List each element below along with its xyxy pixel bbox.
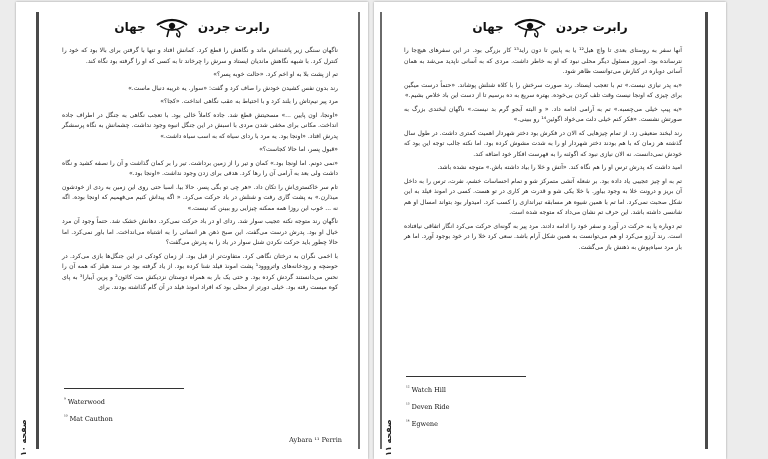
- page-header: [374, 16, 726, 42]
- document-page-right: [374, 2, 726, 459]
- footnote-number: ¹²: [406, 386, 410, 391]
- header-subtitle: جهان: [114, 20, 146, 34]
- paragraph: تام سر خاکستری‌اش را تکان داد. «هر چی تو بگی پسر. حالا بیا. اسبا حتی روی این زمین به ردی از خودشون میذارن.» به پشت گاری رفت و شنلش در باد حرکت می‌کرد. « اگه پیداش کنیم می‌فهمیم که اونجا بوده. اگه نه ... خوب این روزا همه ممکنه چیزایی رو ببینن که نیست.»: [62, 183, 338, 212]
- paragraph: رند لبخند ضعیفی زد. از تمام چیزهایی که الان در فکرش بود دختر شهردار اهمیت کمتری داشت. در طول سال گذشته هر زمان که با هم بودند دختر شهردار او را به شدت مشوش کرده بود. اما نکته جالب توجه این بود که خودش نمی‌دانست. نه الان نیازی نبود که اگوئنه را به فهرست افکار خود اضافه کند.: [404, 129, 682, 158]
- footnote-number: ¹³: [406, 403, 410, 409]
- footnote-text: Watch Hill: [411, 386, 447, 395]
- header-title: رابرت جردن: [555, 20, 628, 34]
- paragraph: تم از پشت بلا به او اخم کرد. «حالت خوبه پسر؟»: [213, 71, 338, 78]
- paragraph: مرد پیر نیم‌تاش را بلند کرد و با احتیاط به عقب نگاهی انداخت. «کجا؟»: [160, 98, 338, 105]
- footnote-text: Deven Ride: [411, 403, 450, 412]
- footnote: [64, 415, 338, 423]
- footnote-credit: Aybara ¹¹ Perrin: [289, 436, 342, 444]
- document-page-left: [16, 2, 368, 459]
- page-border-rule: [358, 12, 360, 449]
- eye-of-ra-logo-icon: [513, 16, 547, 38]
- paragraph: «قبول پسر، اما حالا کجاست؟»: [259, 146, 338, 153]
- page-border-rule: [36, 12, 39, 449]
- footnote-text: Mat Cauthon: [69, 415, 113, 424]
- page-number: صفحه ۱۰: [19, 419, 28, 456]
- footnote: [64, 398, 338, 406]
- paragraph: ناگهان سنگی زیر پاشنه‌اش ماند و نگاهش را قطع کرد. کمانش افتاد و تنها با گرفتن برای بالا بود که خود را کنترل کرد. با شبهه نگاهش ماندیان ایستاد و سرش را چرخاند تا به کسی که او را گرفته بود نگاه کند.: [62, 47, 338, 65]
- page-border-rule: [380, 12, 382, 449]
- footnote-text: Waterwood: [67, 398, 105, 407]
- paragraph: «نمی دونم. اما اونجا بود.» کمان و تیر را از زمین برداشت. تیر را بر کمان گذاشت و آن را نصفه کشید و نگاه داشت ولی بعد به آرامی آن را رها کرد. هدفی برای زدن وجود نداشت. «اونجا بود.»: [62, 159, 338, 177]
- header-title: رابرت جردن: [197, 20, 270, 34]
- footnote: [406, 386, 680, 394]
- footnotes: [406, 376, 680, 437]
- paragraph: ناگهان رند متوجه نکته عجیب سوار شد. ردای او در باد حرکت نمی‌کرد. دهانش خشک شد. حتماً وجود آن مرد خیال او بود. پدرش درست می‌گفت. این صبح ذهن هر انسانی را به اشتباه می‌انداخت. اما باور نمی‌کرد. اما حالا چطور باید حرکت نکردن شنل سوار در باد را به پدرش می‌گفت؟: [62, 218, 338, 246]
- paragraph: «اونجا، اون پایین ...» مسحیتش قطع شد. جاده کاملاً خالی بود. با تعجب نگاهی به جنگل در اطراف جاده انداخت. مکانی برای مخفی شدن مردی با اسبش در این جنگل انبوه وجود نداشت. چشمانش به نگاه پرسشگر پدرش افتاد. «اونجا بود. یه مرد با ردای سیاه که به اسب سیاه داشت.»: [62, 111, 338, 140]
- page-number: صفحه ۱۱: [384, 419, 393, 456]
- paragraph: تم به او چیز عجیبی یاد داده بود. بر شعله آتشی متمرکز شو و تمام احساسات خشم، نفرت، ترس را به داخل آن بریز و درونت خلا به وجود بیاور. با خلا یکی شو و قدرت هر کاری در تو هست. کسی در امونذ فیلد به این شکل صحبت نمی‌کرد. اما تم با همین شیوه هر مسابقه تیراندازی را کسب کرد. امیدوار بود بتواند امسال او هم شانسی داشته باشد. این حرف تم نشان می‌داد که متوجه شده است.: [404, 177, 682, 216]
- footnote: [406, 420, 680, 428]
- paragraph: تم دوباره پا به حرکت در آورد و سفر خود را ادامه دادند. مرد پیر به گونه‌ای حرکت می‌کرد انگار اتفاقی نیافتاده است. رند آرزو می‌کرد او هم می‌توانست به همین شکل آرام باشد. سعی کرد خلا را در خود بوجود آورد. اما هر بار مرد سیاه‌پوش به ذهنش باز می‌گشت.: [404, 222, 682, 251]
- footnote-text: Egwene: [411, 420, 438, 429]
- paragraph: «به پدر نیازی نیست.» تم با تعجب ایستاد. رند صورت سرخش را با کلاه شنلش پوشاند. «حتماً درست میگین برای چیزی که اونجا نیست وقت تلف کردن بی‌خوده. بهتره سریع به ده برسیم تا از دست این باد خلاص بشیم.»: [404, 81, 682, 99]
- footnote-divider: [64, 388, 184, 389]
- paragraph: امید داشت که پدرش ترس او را هم نگاه کند. «آتش و خلا را بیاد داشته باش.» متوجه نشده باشد.: [437, 164, 682, 171]
- footnote-number: ⁹: [64, 398, 66, 403]
- paragraph: رند بدون نفس کشیدن خودش را صاف کرد و گفت: «سوار. یه غریبه دنبال ماست.»: [128, 84, 338, 92]
- page-border-rule: [705, 12, 708, 449]
- footnote-number: ¹⁰: [64, 415, 68, 421]
- page-body-text: [404, 46, 682, 256]
- footnote: [406, 403, 680, 411]
- paragraph: آنها سفر به روستای بعدی تا واچ هیل¹² یا به پایین تا دون راید¹³ کار بزرگی بود. در این سفرهای هیچ‌جا را نترسانده بود. امروز مسئول دیگر محلی نبود که او به خاطر داشت. مردی که به آسانی ناپدید می‌شد به همان آسانی دوباره در کنارش می‌توانست ظاهر شود.: [404, 47, 682, 75]
- footnotes: [64, 388, 338, 432]
- paragraph: «یه پیپ خیلی می‌چسبه.» تم به آرامی ادامه داد. « و البته آبجو گرم بد نیست.» ناگهان لبخندی بزرگ به صورتش نشست. «فکر کنم خیلی دلت می‌خواد اگوئین¹⁴ رو ببینی.»: [404, 105, 682, 123]
- footnote-divider: [406, 376, 526, 377]
- eye-of-ra-logo-icon: [155, 16, 189, 38]
- paragraph: با اخمی نگران به درختان نگاهی کرد. متفاوت‌تر از قبل بود. از زمان کودکی در این جنگل‌ها بازی می‌کرد. در حوضچه و رودخانه‌های واترووود¹ پشت امونذ فیلد شنا کرده بود. از یاد گرفته بود در سند هیلز که همه آن را نحس می‌دانستند گردش کرده بود. و حتی یک بار به همراه دوستان نزدیکش مت کائون² و پرین آیبارا³ به پای کوه میست رفته بود. خیلی دورتر از محلی بود که افراد امونذ فیلد در آن گام گذاشته بودند. برای: [62, 252, 338, 291]
- page-header: [16, 16, 368, 42]
- header-subtitle: جهان: [472, 20, 504, 34]
- footnote-number: ¹⁴: [406, 420, 410, 426]
- page-body-text: [62, 46, 338, 297]
